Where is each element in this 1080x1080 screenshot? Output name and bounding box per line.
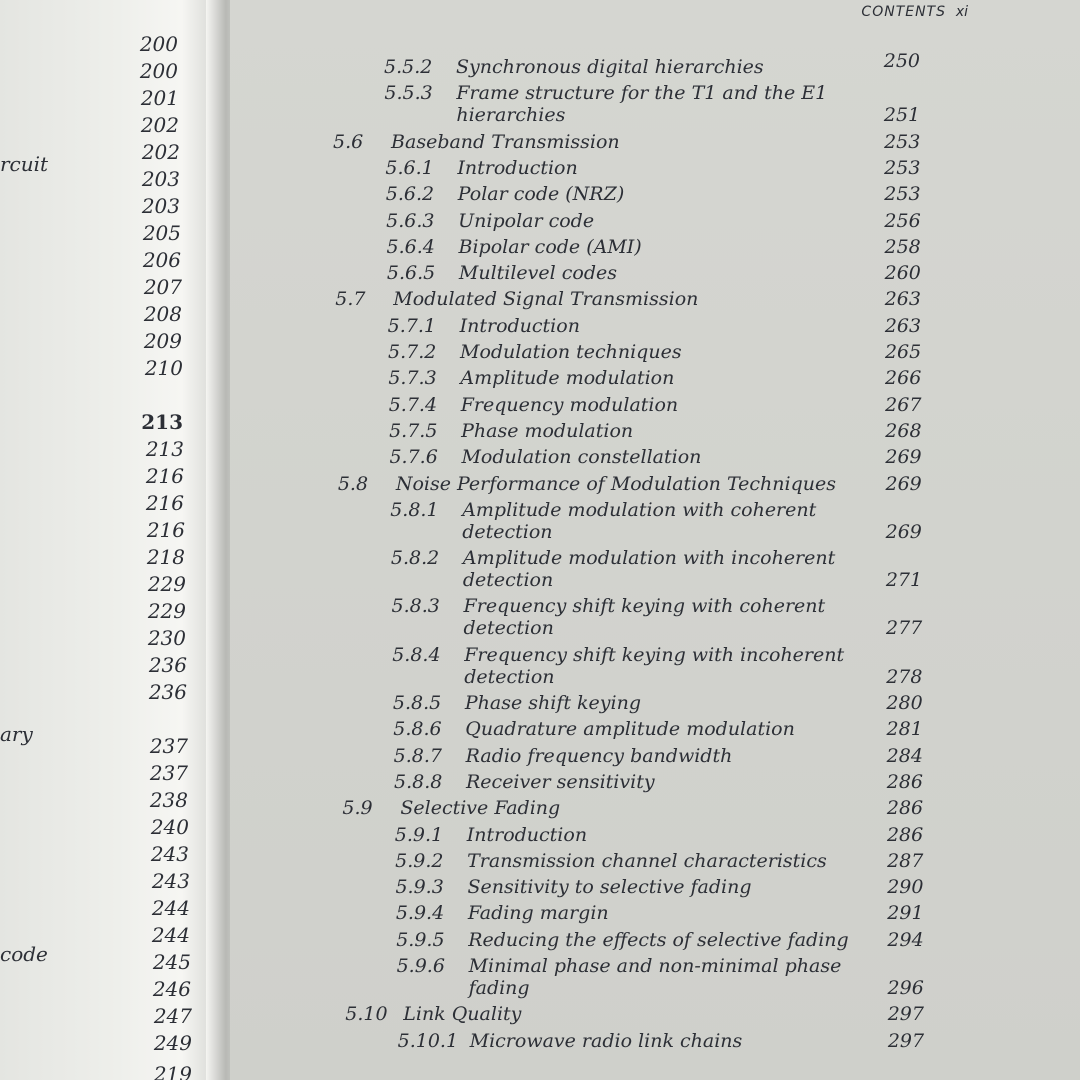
left-page-text-fragment: code (0, 942, 48, 966)
toc-entry-page: 286 (886, 797, 924, 820)
right-page (230, 0, 1080, 1080)
toc-entry-number: 5.8 (337, 472, 369, 495)
toc-entry-title: Sensitivity to selective fading (467, 876, 752, 899)
toc-entry-page: 251 (883, 104, 921, 127)
left-page-number: 201 (140, 86, 179, 110)
toc-entry-number: 5.8.6 (393, 718, 442, 741)
toc-entry-number: 5.6.3 (386, 209, 435, 232)
toc-entry-title: Frequency modulation (460, 393, 679, 416)
toc-entry-page: 269 (885, 446, 922, 469)
toc-entry-title: Phase shift keying (464, 692, 642, 714)
toc-entry-page: 268 (885, 419, 922, 442)
toc-entry-number: 5.10 (345, 1003, 388, 1026)
toc-entry-title: Quadrature amplitude modulation (465, 718, 795, 741)
toc-entry-title: Multilevel codes (458, 262, 618, 285)
toc-entry-title: Introduction (457, 156, 578, 179)
left-page-number: 240 (150, 815, 189, 839)
left-page-number: 200 (139, 59, 178, 83)
left-page-number: 229 (147, 599, 186, 623)
toc-entry-title: Frequency shift keying with coherent (463, 595, 826, 618)
toc-entry-title-continued: detection (462, 569, 554, 592)
toc-entry-page: 297 (887, 1003, 924, 1026)
toc-entry-title: Amplitude modulation (460, 367, 675, 390)
left-page-number: 244 (151, 923, 190, 947)
left-page-number: 210 (144, 356, 183, 380)
left-page-number: 207 (143, 275, 182, 299)
left-page-number: 237 (149, 761, 188, 785)
toc-entry-page: 269 (885, 520, 922, 543)
toc-entry-title: Introduction (466, 823, 588, 846)
toc-entry-page: 286 (886, 823, 924, 846)
toc-entry-number: 5.8.8 (394, 770, 443, 793)
toc-entry-number: 5.9.4 (395, 902, 445, 925)
toc-entry-number: 5.8.7 (393, 744, 442, 767)
toc-entry-number: 5.9.5 (396, 928, 445, 951)
toc-entry-number: 5.6.2 (385, 183, 435, 206)
left-page-number: 200 (139, 32, 178, 56)
left-page-number: 230 (147, 626, 186, 650)
toc-entry-page: 266 (885, 367, 922, 390)
left-page-number: 245 (152, 950, 191, 974)
toc-entry-number: 5.8.4 (392, 643, 441, 666)
toc-entry-title: Amplitude modulation with coherent (462, 498, 817, 521)
toc-entry-title: Selective Fading (400, 797, 561, 820)
left-page-number: 236 (148, 653, 187, 677)
toc-entry-title: Synchronous digital hierarchies (456, 56, 764, 78)
toc-entry-page: 296 (887, 977, 924, 999)
toc-entry-title: Minimal phase and non-minimal phase (468, 955, 842, 977)
left-page-number: 202 (140, 113, 179, 137)
toc-entry-number: 5.9.1 (394, 823, 444, 846)
toc-entry-page: 284 (886, 744, 923, 767)
toc-entry-title: Reducing the effects of selective fading (468, 928, 849, 951)
toc-entry-title-continued: detection (463, 617, 554, 640)
left-page-number: 209 (143, 329, 182, 353)
left-page-number: 247 (153, 1004, 192, 1028)
toc-entry-page: 271 (885, 569, 923, 592)
toc-entry-title-continued: fading (468, 977, 530, 999)
toc-entry-page: 280 (886, 692, 923, 714)
left-page-number: 244 (151, 896, 190, 920)
left-page-text-fragment: ary (0, 722, 33, 746)
left-page-number: 216 (145, 464, 184, 488)
toc-entry-number: 5.9.3 (395, 876, 444, 899)
left-page-number: 236 (148, 680, 187, 704)
left-page-number: 216 (145, 491, 184, 515)
toc-entry-number: 5.7.6 (389, 446, 438, 469)
toc-entry-title: Baseband Transmission (391, 130, 620, 153)
toc-entry-number: 5.9 (342, 797, 373, 820)
toc-entry-page: 291 (887, 902, 924, 925)
toc-entry-title-continued: detection (464, 665, 555, 688)
left-page-number: 237 (149, 734, 188, 758)
toc-entry-number: 5.10.1 (397, 1029, 459, 1052)
toc-entry-number: 5.6 (333, 130, 364, 153)
toc-entry-page: 281 (886, 718, 923, 741)
toc-entry-title: Radio frequency bandwidth (465, 744, 733, 767)
toc-entry-title: Microwave radio link chains (469, 1029, 743, 1052)
left-page-number: 202 (141, 140, 180, 164)
toc-entry-title: Phase modulation (461, 419, 634, 442)
toc-entry-page: 253 (884, 183, 921, 206)
left-page-number: 213 (145, 437, 184, 461)
toc-entry-title: Unipolar code (458, 209, 595, 232)
toc-entry-page: 294 (887, 928, 924, 951)
toc-entry-number: 5.7.3 (388, 367, 437, 390)
left-page-number: 238 (149, 788, 188, 812)
toc-entry-title: Receiver sensitivity (466, 770, 655, 793)
toc-entry-number: 5.7.1 (387, 314, 436, 337)
toc-entry-number: 5.8.3 (391, 595, 440, 618)
toc-entry-title: Polar code (NRZ) (457, 183, 625, 206)
toc-entry-title-continued: detection (462, 520, 553, 543)
toc-entry-title: Amplitude modulation with incoherent (462, 547, 836, 570)
toc-entry-number: 5.6.1 (385, 156, 434, 179)
left-page-number: 243 (151, 869, 190, 893)
toc-entry-page: 263 (884, 288, 921, 311)
toc-entry-page: 290 (887, 876, 924, 899)
left-page-text-fragment: rcuit (0, 152, 49, 176)
left-page (0, 0, 214, 1080)
left-page-number: 218 (146, 545, 185, 569)
toc-entry-page: 253 (884, 130, 921, 153)
toc-entry-title: Introduction (459, 314, 580, 337)
left-page-number: 208 (143, 302, 182, 326)
toc-entry-page: 265 (884, 341, 922, 363)
left-page-number: 229 (147, 572, 186, 596)
toc-entry-number: 5.7 (335, 288, 366, 311)
left-page-number: 205 (142, 221, 181, 245)
toc-entry-number: 5.8.5 (392, 692, 442, 714)
left-page-number: 246 (152, 977, 191, 1001)
toc-entry-page: 278 (886, 665, 923, 688)
toc-entry-number: 5.9.2 (395, 849, 444, 872)
toc-entry-number: 5.5.3 (384, 82, 433, 105)
toc-entry-title: Transmission channel characteristics (467, 849, 827, 872)
toc-entry-page: 287 (887, 849, 924, 872)
running-page-number: xi (955, 4, 968, 20)
left-page-number: 219 (153, 1062, 192, 1080)
toc-entry-number: 5.7.5 (389, 419, 438, 442)
toc-entry-page: 258 (884, 235, 921, 258)
toc-entry-page: 250 (883, 50, 920, 72)
toc-entry-number: 5.7.2 (387, 341, 437, 363)
toc-entry-title: Modulated Signal Transmission (393, 288, 699, 311)
toc-entry-number: 5.7.4 (388, 393, 438, 416)
toc-entry-page: 286 (886, 770, 924, 793)
toc-entry-page: 277 (886, 617, 923, 640)
toc-entry-title: Frame structure for the T1 and the E1 (456, 82, 828, 105)
toc-entry-title-continued: hierarchies (456, 104, 566, 127)
toc-entry-title: Bipolar code (AMI) (458, 235, 642, 258)
toc-entry-number: 5.5.2 (384, 56, 433, 78)
toc-entry-page: 269 (885, 472, 922, 495)
toc-entry-page: 253 (884, 156, 921, 179)
running-header: CONTENTS (861, 4, 946, 20)
left-page-number: 249 (153, 1031, 192, 1055)
toc-entry-title: Modulation techniques (459, 341, 682, 363)
toc-entry-number: 5.6.5 (386, 262, 436, 285)
toc-entry-number: 5.9.6 (396, 955, 445, 977)
toc-entry-title: Noise Performance of Modulation Techniques (395, 472, 836, 495)
toc-entry-title: Link Quality (403, 1003, 522, 1026)
left-page-number: 203 (141, 194, 180, 218)
toc-entry-number: 5.6.4 (386, 235, 435, 258)
toc-entry-page: 263 (884, 314, 922, 337)
left-page-number: 203 (141, 167, 180, 191)
toc-entry-number: 5.8.2 (390, 547, 440, 570)
toc-entry-page: 297 (887, 1029, 925, 1052)
toc-entry-title: Frequency shift keying with incoherent (464, 643, 845, 666)
left-page-number: 243 (150, 842, 189, 866)
toc-entry-page: 256 (884, 209, 921, 232)
toc-entry-title: Fading margin (467, 902, 609, 925)
left-page-number: 213 (141, 410, 183, 434)
toc-entry-page: 260 (884, 262, 921, 285)
toc-entry-title: Modulation constellation (461, 446, 702, 469)
toc-entry-number: 5.8.1 (390, 498, 439, 521)
toc-entry-page: 267 (885, 393, 922, 416)
left-page-number: 206 (142, 248, 181, 272)
left-page-number: 216 (146, 518, 185, 542)
